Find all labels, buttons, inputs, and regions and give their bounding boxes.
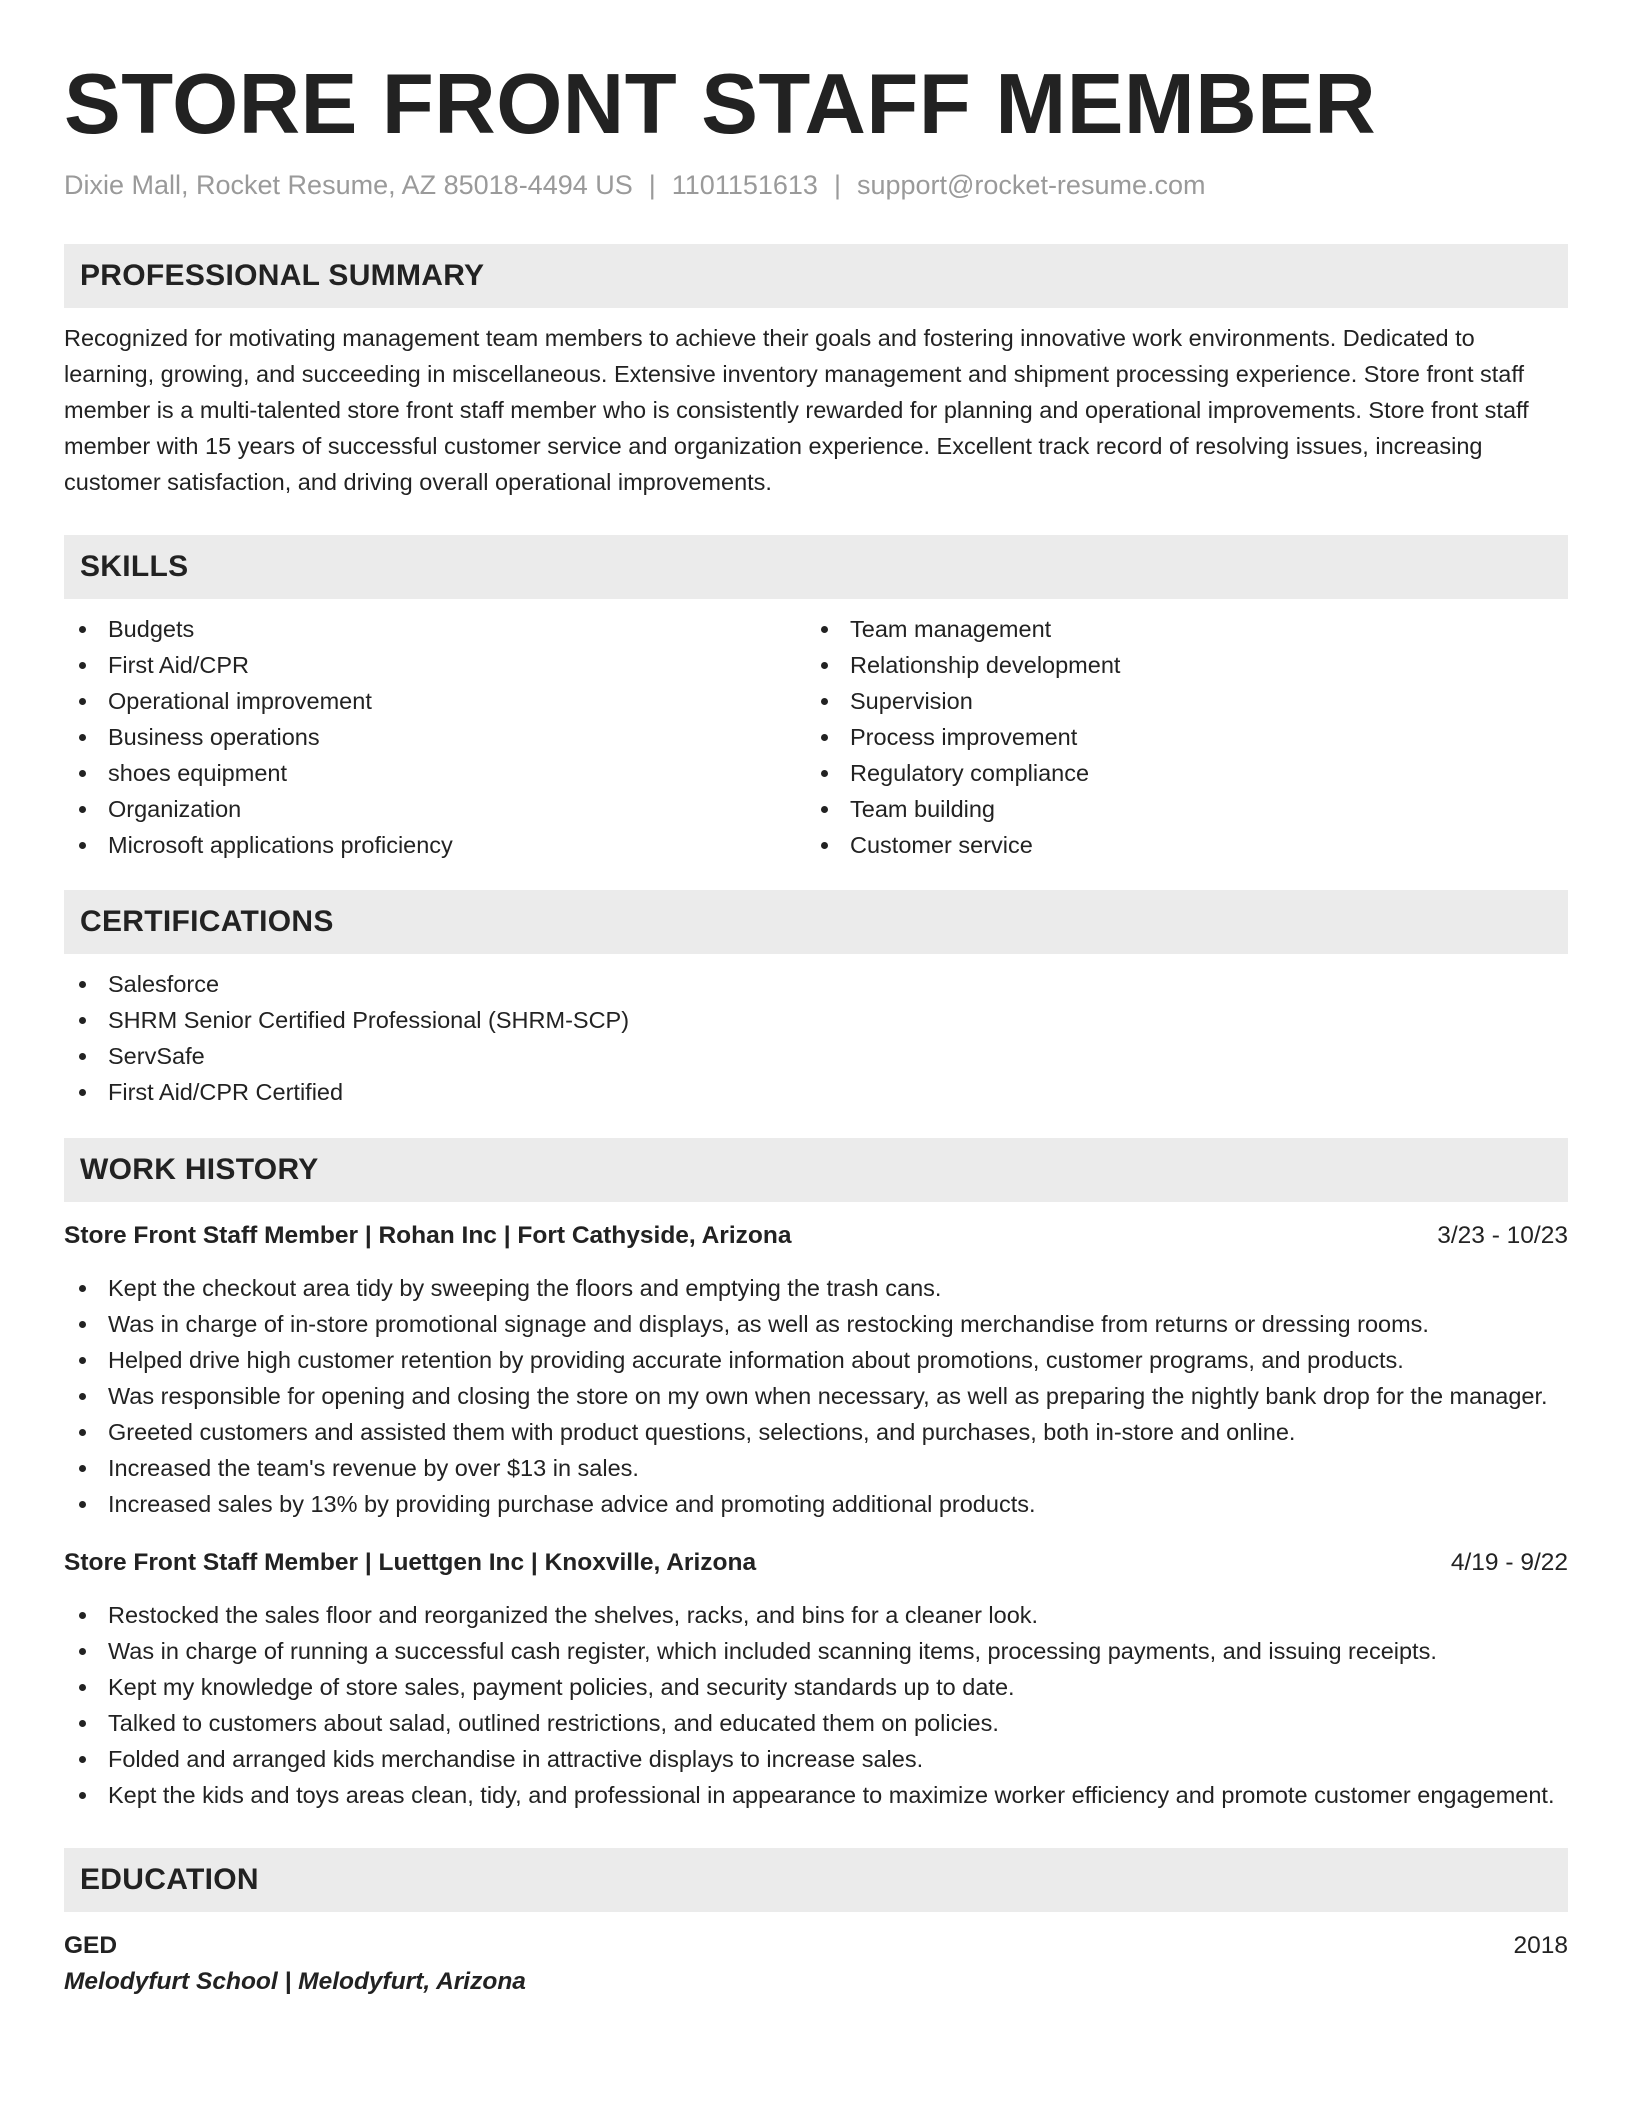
contact-separator: | bbox=[648, 170, 656, 200]
job-bullet: Folded and arranged kids merchandise in attractive displays to increase sales. bbox=[64, 1741, 1568, 1777]
job-bullet: Was in charge of in-store promotional signage and displays, as well as restocking merchandise from returns or dressing rooms. bbox=[64, 1306, 1568, 1342]
job-bullet: Restocked the sales floor and reorganized the shelves, racks, and bins for a cleaner look. bbox=[64, 1597, 1568, 1633]
summary-text: Recognized for motivating management team members to achieve their goals and fostering innovative work environments. Dedicated to learning, growing, and succeeding in miscellaneous. Extensive inventory management and shipment processing experience. Store front staff member is a multi-talented store front staff member who is consistently rewarded for planning and operational improvements. Store front staff member with 15 years of successful customer service and organization experience. Excellent track record of resolving issues, increasing customer satisfaction, and driving overall operational improvements. bbox=[64, 325, 1529, 495]
skill-item: Microsoft applications proficiency bbox=[64, 827, 806, 863]
job-entry bbox=[64, 1218, 1568, 1522]
certification-item: First Aid/CPR Certified bbox=[64, 1074, 1568, 1110]
job-title: Store Front Staff Member | Rohan Inc | Fort Cathyside, Arizona bbox=[64, 1222, 792, 1249]
summary-heading: PROFESSIONAL SUMMARY bbox=[64, 244, 1568, 308]
skills-heading: SKILLS bbox=[64, 535, 1568, 599]
skill-item: Regulatory compliance bbox=[806, 755, 1548, 791]
skill-item: Relationship development bbox=[806, 647, 1548, 683]
education-year: 2018 bbox=[1513, 1932, 1568, 1959]
job-dates: 3/23 - 10/23 bbox=[1437, 1222, 1568, 1249]
skill-item: Organization bbox=[64, 791, 806, 827]
job-bullet: Increased the team's revenue by over $13 in sales. bbox=[64, 1450, 1568, 1486]
skill-item: Process improvement bbox=[806, 719, 1548, 755]
education-school: Melodyfurt School | Melodyfurt, Arizona bbox=[64, 1968, 526, 1995]
skill-item: Business operations bbox=[64, 719, 806, 755]
job-entry bbox=[64, 1545, 1568, 1813]
job-bullet: Was responsible for opening and closing the store on my own when necessary, as well as preparing the nightly bank drop for the manager. bbox=[64, 1378, 1568, 1414]
contact-line bbox=[64, 167, 1568, 203]
skill-item: Team building bbox=[806, 791, 1548, 827]
job-bullets bbox=[64, 1270, 1568, 1522]
contact-email[interactable]: support@rocket-resume.com bbox=[856, 170, 1206, 200]
contact-address: Dixie Mall, Rocket Resume, AZ 85018-4494 US bbox=[64, 170, 633, 200]
skill-item: Customer service bbox=[806, 827, 1548, 863]
skill-item: Budgets bbox=[64, 611, 806, 647]
contact-separator: | bbox=[833, 170, 841, 200]
skill-item: Supervision bbox=[806, 683, 1548, 719]
certification-item: ServSafe bbox=[64, 1038, 1568, 1074]
contact-phone: 1101151613 bbox=[671, 170, 818, 200]
skill-item: Team management bbox=[806, 611, 1548, 647]
job-title: Store Front Staff Member | Luettgen Inc | Knoxville, Arizona bbox=[64, 1549, 757, 1576]
work-history-heading: WORK HISTORY bbox=[64, 1138, 1568, 1202]
job-bullet: Kept the checkout area tidy by sweeping the floors and emptying the trash cans. bbox=[64, 1270, 1568, 1306]
job-bullet: Greeted customers and assisted them with product questions, selections, and purchases, both in-store and online. bbox=[64, 1414, 1568, 1450]
skills-column-left bbox=[64, 611, 806, 863]
job-bullet: Helped drive high customer retention by providing accurate information about promotions, customer programs, and products. bbox=[64, 1342, 1568, 1378]
job-bullet: Increased sales by 13% by providing purchase advice and promoting additional products. bbox=[64, 1486, 1568, 1522]
education-header bbox=[64, 1928, 1568, 1964]
job-bullets bbox=[64, 1597, 1568, 1813]
skills-list bbox=[64, 611, 1568, 863]
job-dates: 4/19 - 9/22 bbox=[1450, 1549, 1568, 1576]
job-bullet: Kept my knowledge of store sales, payment policies, and security standards up to date. bbox=[64, 1669, 1568, 1705]
certifications-list bbox=[64, 966, 1568, 1110]
education-heading: EDUCATION bbox=[64, 1848, 1568, 1912]
job-bullet: Was in charge of running a successful cash register, which included scanning items, processing payments, and issuing receipts. bbox=[64, 1633, 1568, 1669]
education-degree: GED bbox=[64, 1932, 118, 1959]
certification-item: Salesforce bbox=[64, 966, 1568, 1002]
job-bullet: Kept the kids and toys areas clean, tidy, and professional in appearance to maximize worker efficiency and promote customer engagement. bbox=[64, 1777, 1568, 1813]
skill-item: shoes equipment bbox=[64, 755, 806, 791]
job-bullet: Talked to customers about salad, outlined restrictions, and educated them on policies. bbox=[64, 1705, 1568, 1741]
job-header bbox=[64, 1218, 1568, 1254]
job-header bbox=[64, 1545, 1568, 1581]
certification-item: SHRM Senior Certified Professional (SHRM-SCP) bbox=[64, 1002, 1568, 1038]
skills-column-right bbox=[806, 611, 1548, 863]
resume-name: STORE FRONT STAFF MEMBER bbox=[64, 57, 1377, 152]
skill-item: First Aid/CPR bbox=[64, 647, 806, 683]
certifications-heading: CERTIFICATIONS bbox=[64, 890, 1568, 954]
skill-item: Operational improvement bbox=[64, 683, 806, 719]
